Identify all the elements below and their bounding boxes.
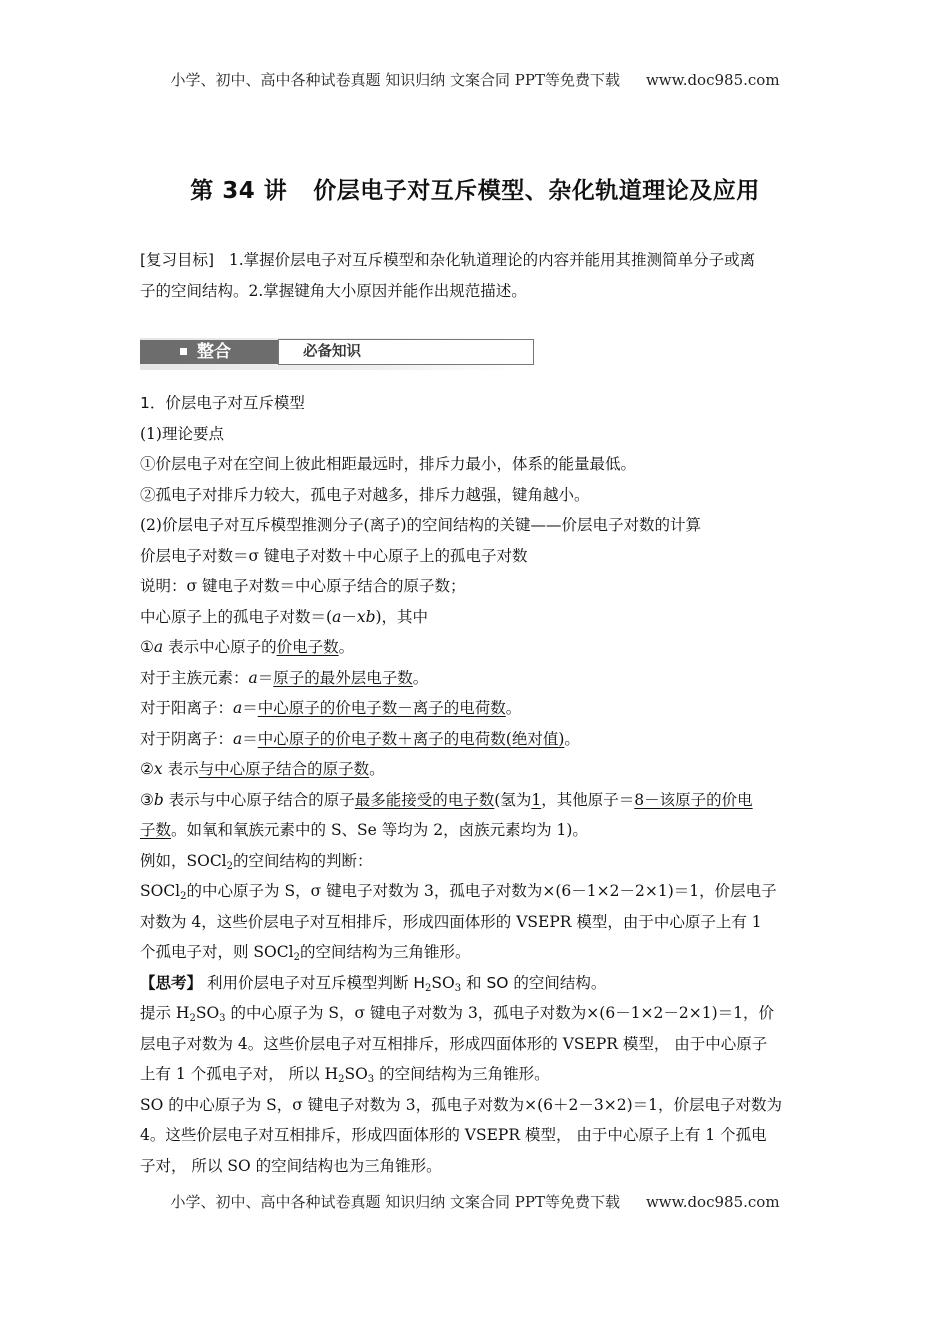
lecture-number: 第 34 讲: [190, 178, 288, 204]
hint-line: 4。这些价层电子对互相排斥，形成四面体形的 VSEPR 模型， 由于中心原子上有 1 个孤电: [140, 1126, 767, 1144]
hint-line: 子对， 所以 SO 的空间结构也为三角锥形。: [140, 1156, 442, 1175]
main-content: [140, 388, 812, 1181]
paragraph: 价层电子对数＝σ 键电子对数＋中心原子上的孤电子对数: [140, 546, 528, 565]
paragraph: 说明：σ 键电子对数＝中心原子结合的原子数；: [140, 577, 466, 595]
hint-line: 层电子对数为 4。这些价层电子对互相排斥，形成四面体形的 VSEPR 模型， 由于中心原子: [140, 1034, 768, 1053]
hint-line: 上有 1 个孤电子对， 所以 $H_2SO_3$ 的空间结构为三角锥形。: [140, 1065, 550, 1085]
think-question: 【思考】 利用价层电子对互斥模型判断 $H_2SO_3$ 和 SO 的空间结构。: [140, 973, 607, 994]
section-tag: 整合: [140, 340, 278, 364]
paragraph: ①价层电子对在空间上彼此相距最远时，排斥力最小，体系的能量最低。: [140, 455, 637, 473]
square-icon: [180, 348, 187, 355]
paragraph: 对于阴离子：a＝中心原子的价电子数＋离子的电荷数(绝对值)。: [140, 729, 580, 748]
hint-line: SO 的中心原子为 S，σ 键电子对数为 3，孤电子对数为×(6＋2－3×2)＝1，价层电子对数为: [140, 1095, 782, 1114]
paragraph: 个孤电子对，则 SOCl$_2$的空间结构为三角锥形。: [140, 943, 471, 963]
header-site: www.doc985.com: [645, 71, 780, 89]
review-goals: [140, 245, 812, 306]
header-text: 小学、初中、高中各种试卷真题 知识归纳 文案合同 PPT等免费下载: [170, 71, 620, 89]
paragraph: 对数为 4，这些价层电子对互相排斥，形成四面体形的 VSEPR 模型，由于中心原子上有 1: [140, 912, 762, 931]
heading-vsepr: 1．价层电子对互斥模型: [140, 394, 305, 412]
goals-line-2: 子的空间结构。2.掌握键角大小原因并能作出规范描述。: [140, 281, 527, 300]
paragraph: ②x 表示与中心原子结合的原子数。: [140, 760, 385, 778]
goals-label: [复习目标]: [140, 251, 215, 269]
footer-site: www.doc985.com: [645, 1193, 780, 1211]
hint-line: 提示 $H_2SO_3$ 的中心原子为 S，σ 键电子对数为 3，孤电子对数为×(6－1×2－2×1)＝1，价: [140, 1004, 775, 1024]
footer-text: 小学、初中、高中各种试卷真题 知识归纳 文案合同 PPT等免费下载: [170, 1193, 620, 1211]
page-footer: [0, 1191, 950, 1212]
paragraph: 对于阳离子：a＝中心原子的价电子数－离子的电荷数。: [140, 699, 522, 717]
paragraph: (1)理论要点: [140, 424, 224, 443]
paragraph: 子数。如氧和氧族元素中的 S、Se 等均为 2，卤族元素均为 1)。: [140, 821, 588, 839]
paragraph: ②孤电子对排斥力较大，孤电子对越多，排斥力越强，键角越小。: [140, 485, 590, 504]
paragraph: SOCl$_2$的中心原子为 S，σ 键电子对数为 3，孤电子对数为×(6－1×2－2×1)＝1，价层电子: [140, 882, 777, 902]
section-banner: [140, 338, 518, 370]
paragraph: 中心原子上的孤电子对数＝(a－xb)，其中: [140, 607, 429, 626]
paragraph: ①a 表示中心原子的价电子数。: [140, 638, 355, 656]
lecture-topic: 价层电子对互斥模型、杂化轨道理论及应用: [313, 178, 760, 204]
paragraph: 例如，SOCl$_2$的空间结构的判断：: [140, 851, 373, 872]
paragraph: (2)价层电子对互斥模型推测分子(离子)的空间结构的关键——价层电子对数的计算: [140, 516, 702, 534]
page-title: [0, 172, 950, 205]
goals-line-1: 1.掌握价层电子对互斥模型和杂化轨道理论的内容并能用其推测简单分子或离: [228, 251, 756, 269]
page-header: [0, 69, 950, 90]
section-subtitle: 必备知识: [278, 339, 534, 365]
paragraph: ③b 表示与中心原子结合的原子最多能接受的电子数(氢为1，其他原子＝8－该原子的价电: [140, 790, 753, 809]
paragraph: 对于主族元素：a＝原子的最外层电子数。: [140, 668, 429, 687]
